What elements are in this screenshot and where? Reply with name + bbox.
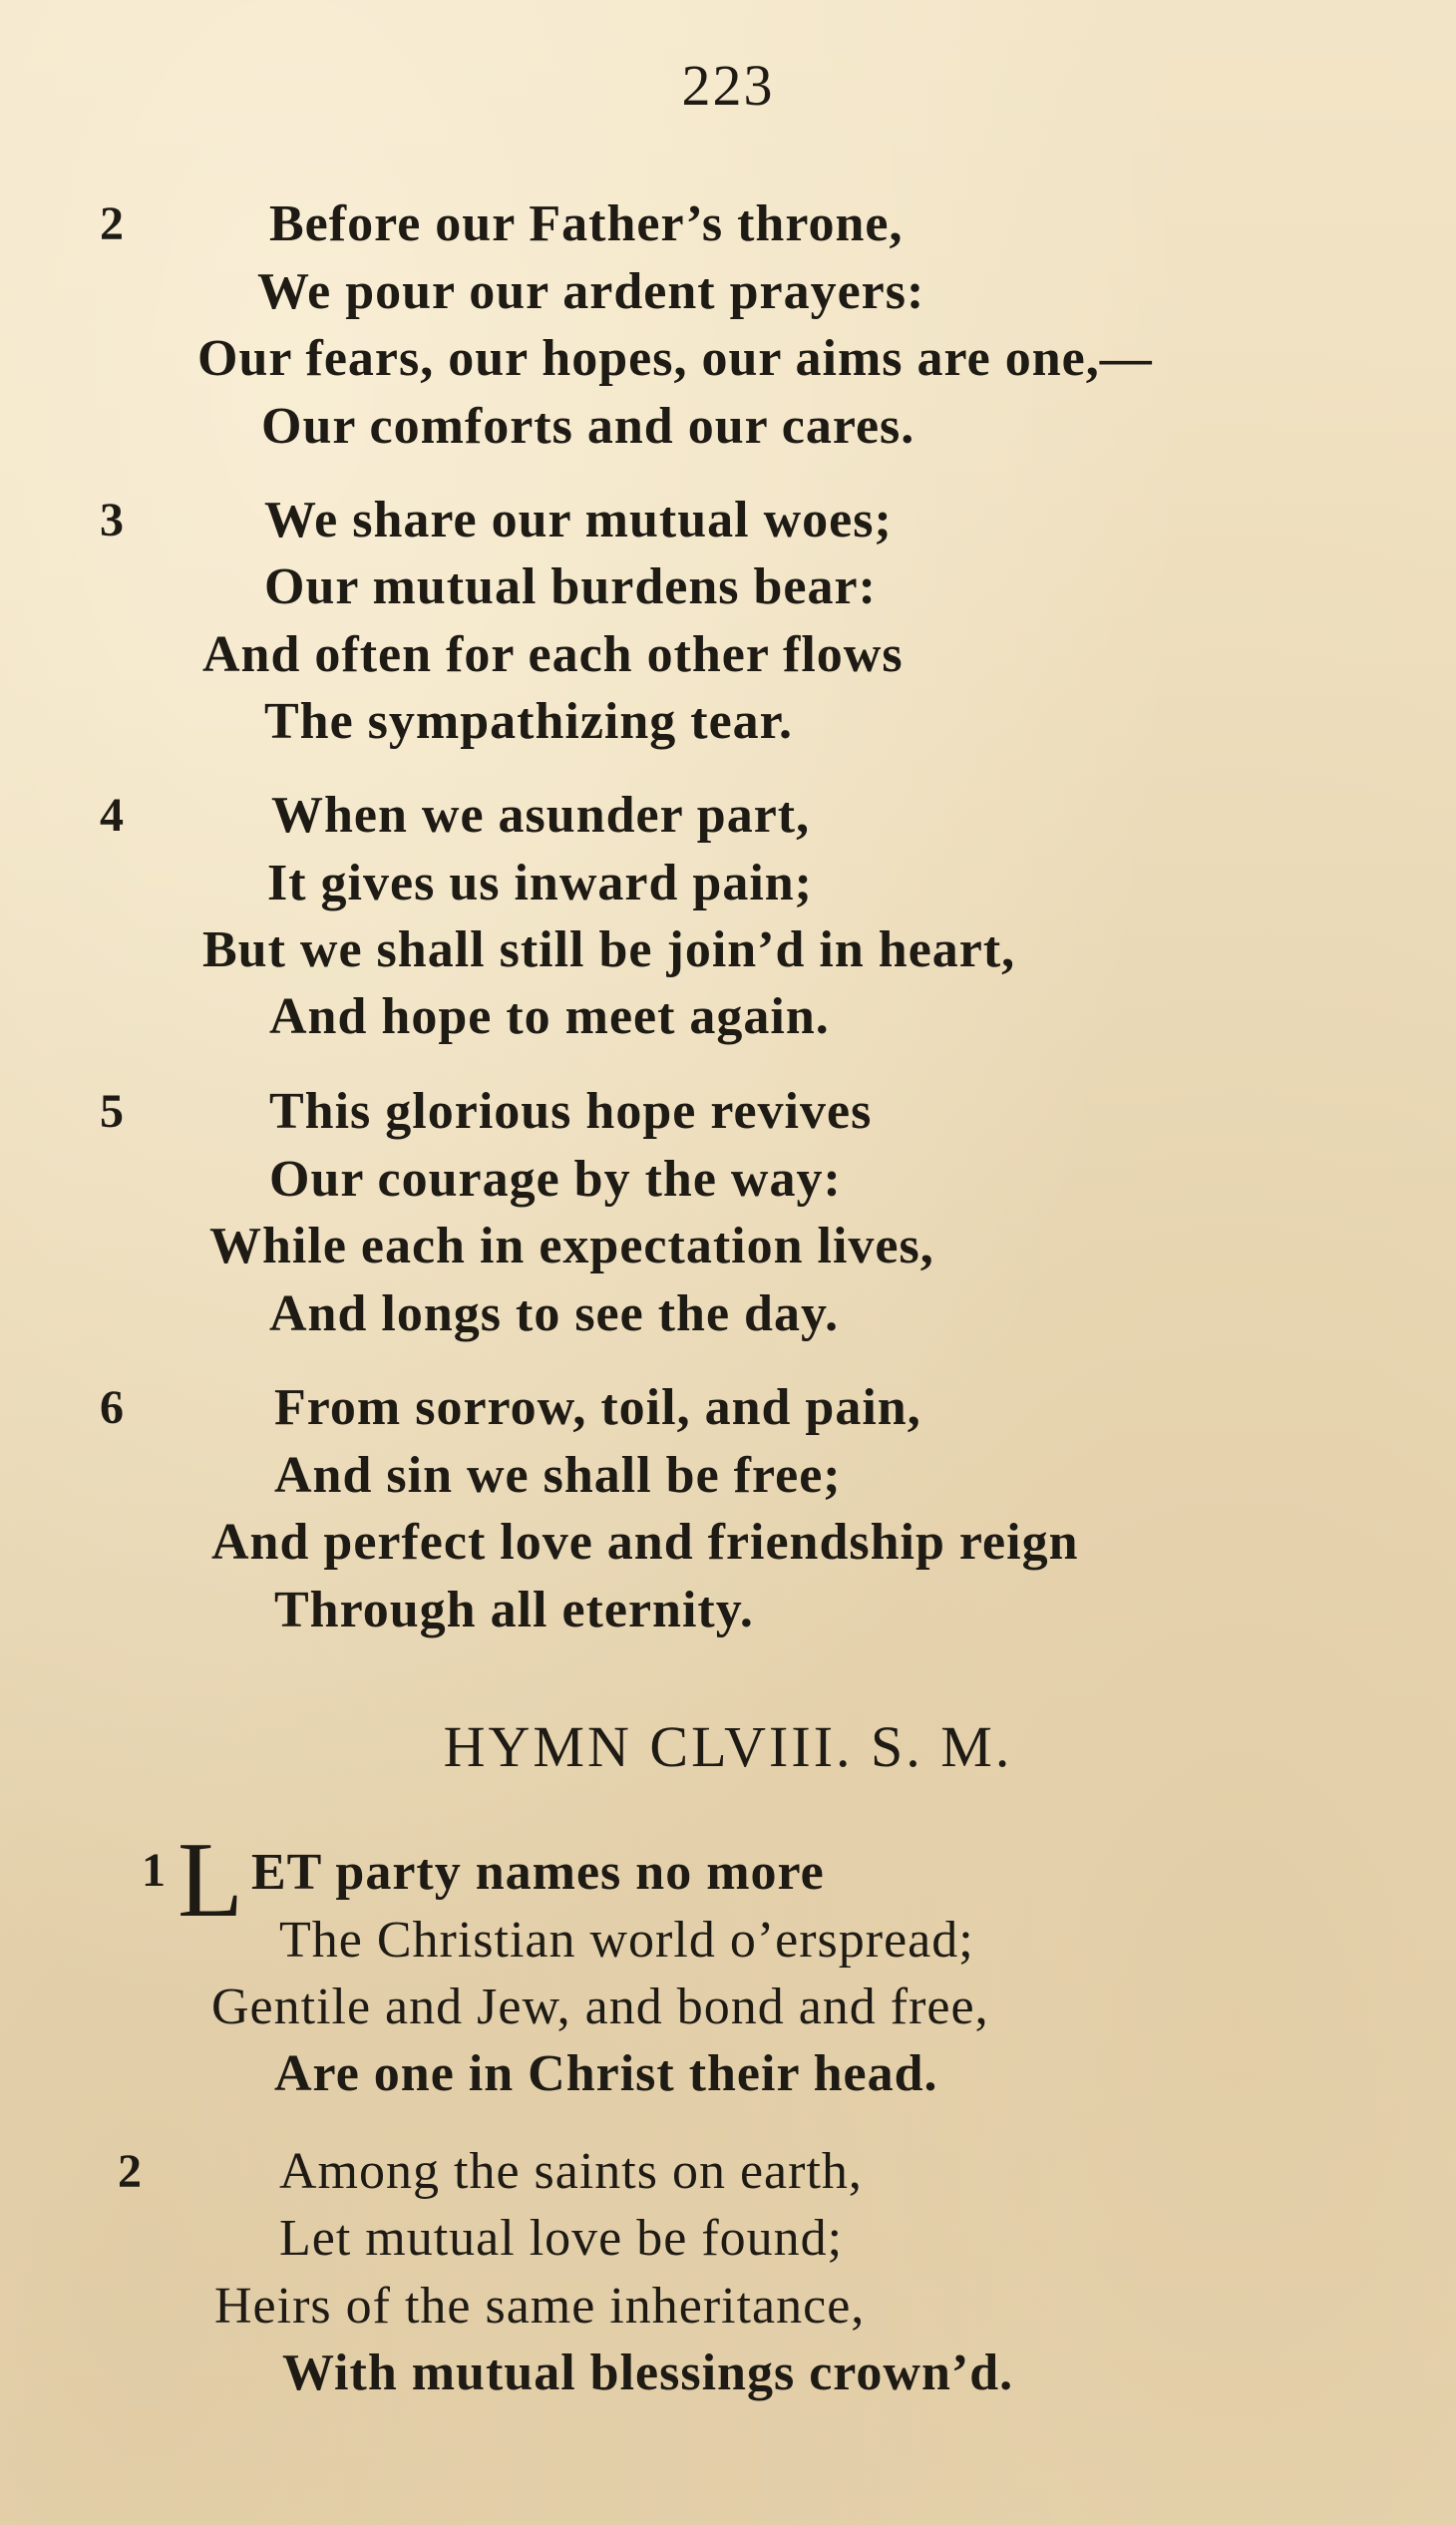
verse-line: It gives us inward pain; [267, 855, 813, 911]
verse-line: And perfect love and friendship reign [211, 1514, 1079, 1571]
verse-line: And longs to see the day. [269, 1285, 840, 1342]
verse-number: 1 [142, 1844, 166, 1897]
hymn-heading: HYMN CLVIII. S. M. [443, 1714, 1013, 1779]
verse-line: And sin we shall be free; [274, 1447, 842, 1504]
verse-number: 5 [100, 1085, 124, 1138]
verse-line: Are one in Christ their head. [274, 2045, 938, 2102]
verse-line: When we asunder part, [271, 787, 811, 844]
verse-line: The sympathizing tear. [264, 693, 793, 750]
verse-line: But we shall still be join’d in heart, [202, 921, 1016, 978]
verse-line: Let mutual love be found; [279, 2210, 844, 2267]
verse-line: From sorrow, toil, and pain, [274, 1379, 921, 1436]
verse-line: We share our mutual woes; [264, 492, 893, 548]
verse-line: The Christian world o’erspread; [279, 1912, 974, 1969]
verse-line: ET party names no more [251, 1844, 825, 1901]
verse-line: With mutual blessings crown’d. [282, 2345, 1014, 2401]
verse-line: Gentile and Jew, and bond and free, [211, 1979, 989, 2035]
page-number: 223 [681, 53, 775, 118]
verse-line: And hope to meet again. [269, 988, 830, 1045]
drop-cap: L [178, 1821, 243, 1940]
verse-line: Among the saints on earth, [279, 2143, 863, 2200]
verse-number: 4 [100, 789, 124, 842]
verse-line: We pour our ardent prayers: [257, 263, 925, 320]
verse-line: Before our Father’s throne, [269, 195, 904, 252]
verse-line: Our comforts and our cares. [261, 398, 915, 455]
verse-number: 3 [100, 494, 124, 546]
verse-line: While each in expectation lives, [209, 1218, 934, 1274]
verse-number: 6 [100, 1381, 124, 1434]
verse-line: Our fears, our hopes, our aims are one,— [197, 330, 1153, 387]
verse-line: Through all eternity. [274, 1582, 754, 1638]
verse-number: 2 [100, 197, 124, 250]
verse-line: This glorious hope revives [269, 1083, 873, 1140]
verse-line: And often for each other flows [202, 626, 904, 683]
verse-line: Our courage by the way: [269, 1151, 842, 1208]
verse-line: Our mutual burdens bear: [264, 558, 877, 615]
verse-number: 2 [118, 2145, 142, 2198]
verse-line: Heirs of the same inheritance, [214, 2278, 866, 2335]
